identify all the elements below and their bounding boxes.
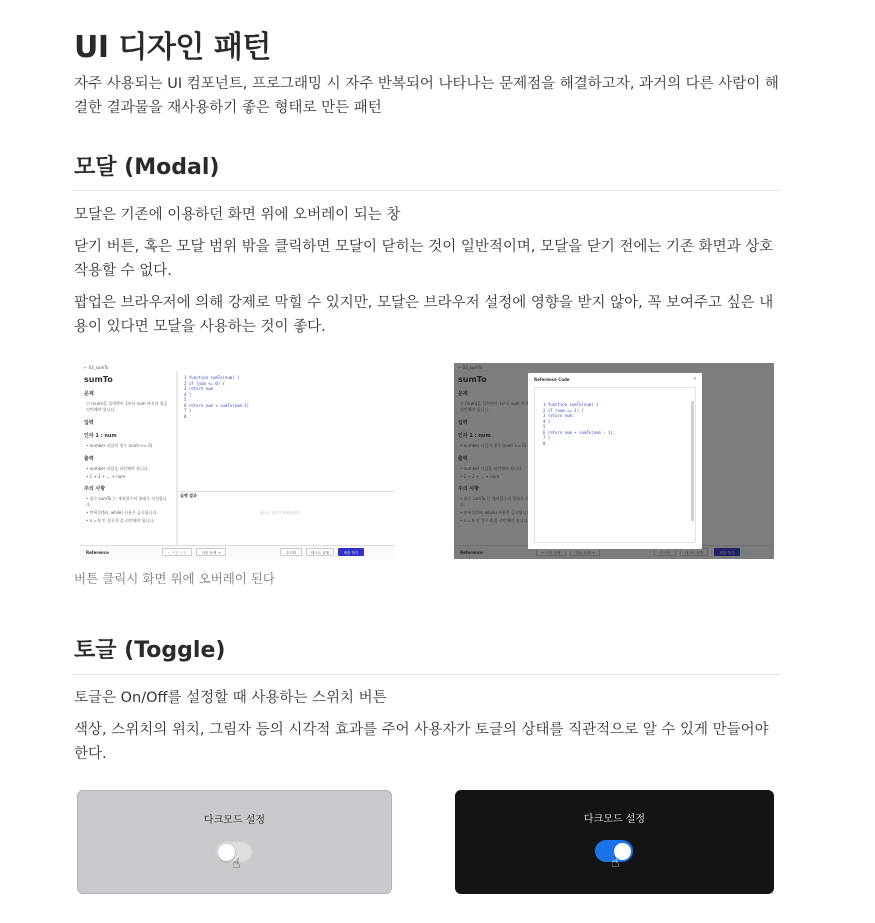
section-title: 인자 1 : num	[84, 433, 117, 439]
dark-mode-label: 다크모드 설정	[203, 815, 266, 826]
action-bar	[80, 545, 395, 559]
section-text: • 반복문(for, while) 사용은 금지됩니다.	[86, 510, 158, 515]
section-text: • 함수 sumTo 는 재귀함수의 형태로 작성합니다.	[86, 496, 167, 507]
modal-title: Reference Code	[534, 377, 570, 382]
code-line: 7 }	[184, 408, 192, 413]
section-text: • 1 + 2 + ... + num	[86, 474, 126, 479]
code-line: 3 return num;	[543, 413, 575, 418]
code-line: 2 if (num <= 0) {	[184, 380, 225, 386]
code-line: 8	[184, 413, 187, 419]
toggle-off-example	[77, 790, 392, 894]
modal-screenshot-after	[454, 363, 774, 559]
reference-button[interactable]: Reference	[86, 550, 109, 555]
toggle-paragraph-1: 토글은 On/Off를 설정할 때 사용하는 스위치 버튼	[74, 690, 387, 706]
modal-scrollbar[interactable]	[691, 401, 694, 521]
intro-paragraph: 자주 사용되는 UI 컴포넌트, 프로그래밍 시 자주 반복되어 나타나는 문제점을 해결하고자, 과거의 다른 사람이 해결한 결과물을 재사용하기 좋은 형태로 만든 패턴	[74, 76, 779, 116]
code-line: 5	[543, 424, 546, 429]
prev-problem-button[interactable]: ← 이전 문제	[162, 548, 192, 556]
code-line: 2 if (num == 1) {	[543, 407, 584, 413]
code-editor[interactable]	[180, 371, 391, 491]
code-line: 5	[184, 397, 187, 402]
code-line: 6 return num + sumTo(num-1)	[184, 402, 250, 408]
submit-button[interactable]: 제출 하기	[338, 548, 364, 556]
section-text: • number 타입의 정수 (num >= 0)	[86, 443, 153, 448]
close-icon[interactable]: ×	[692, 376, 697, 382]
pointer-cursor-icon: ☝	[611, 855, 620, 871]
pointer-cursor-icon: ☝	[232, 856, 241, 872]
section-title: 문제	[84, 391, 94, 397]
breadcrumb: ← 03_sumTo	[84, 365, 109, 370]
section-divider	[72, 674, 780, 675]
code-line: 3 return num	[184, 386, 213, 391]
code-line: 4 }	[184, 391, 192, 397]
modal-paragraph-1: 모달은 기존에 이용하던 화면 위에 오버레이 되는 창	[74, 207, 401, 223]
modal-screenshot-before	[80, 363, 395, 559]
problem-panel	[80, 371, 176, 545]
code-line: 7 }	[543, 435, 551, 440]
toggle-heading: 토글 (Toggle)	[74, 638, 226, 663]
code-line: 4 }	[543, 418, 551, 424]
section-text: • number 타입을 리턴해야 합니다.	[86, 466, 149, 471]
problem-title: sumTo	[84, 375, 113, 384]
code-line: 1 function sumTo(num) {	[184, 375, 240, 380]
next-problem-button[interactable]: 다음 문제 →	[196, 548, 226, 556]
reference-modal	[528, 373, 702, 549]
code-line: 1 function sumTo(num) {	[543, 402, 599, 407]
page-title: UI 디자인 패턴	[74, 30, 271, 65]
result-hint: 테스트 결과가 출력됩니다.	[260, 511, 301, 515]
section-title: 주의 사항	[84, 486, 106, 492]
run-test-button[interactable]: 테스트 실행	[306, 548, 334, 556]
section-text: 수 (num)을 입력받아 1부터 num 까지의 합을 리턴해야 합니다.	[86, 401, 168, 412]
toggle-on-example	[455, 790, 774, 894]
panel-divider	[176, 371, 178, 545]
section-title: 입력	[84, 420, 94, 426]
section-text: • n = 0 인 경우 0 을 리턴해야 합니다.	[86, 518, 155, 523]
code-line: 8	[543, 440, 546, 446]
toggle-paragraph-2: 색상, 스위치의 위치, 그림자 등의 시각적 효과를 주어 사용자가 토글의 상태를 직관적으로 알 수 있게 만들어야 한다.	[74, 722, 769, 762]
modal-paragraph-3: 팝업은 브라우저에 의해 강제로 막힐 수 있지만, 모달은 브라우저 설정에 영향을 받지 않아, 꼭 보여주고 싶은 내용이 있다면 모달을 사용하는 것이 좋다.	[74, 295, 774, 335]
modal-caption: 버튼 클릭시 화면 위에 오버레이 된다	[74, 571, 275, 586]
section-divider	[72, 190, 780, 191]
reset-button[interactable]: 초기화	[280, 548, 302, 556]
modal-paragraph-2: 닫기 버튼, 혹은 모달 범위 밖을 클릭하면 모달이 닫히는 것이 일반적이며, 모달을 닫기 전에는 기존 화면과 상호작용할 수 없다.	[74, 239, 774, 279]
modal-heading: 모달 (Modal)	[74, 155, 220, 180]
code-line: 6 return num + sumTo(num - 1);	[543, 429, 616, 435]
result-label: 실행 결과	[180, 493, 197, 498]
result-divider	[178, 491, 395, 492]
modal-code-block	[534, 387, 696, 543]
dark-mode-label: 다크모드 설정	[583, 814, 646, 825]
section-title: 출력	[84, 456, 94, 462]
